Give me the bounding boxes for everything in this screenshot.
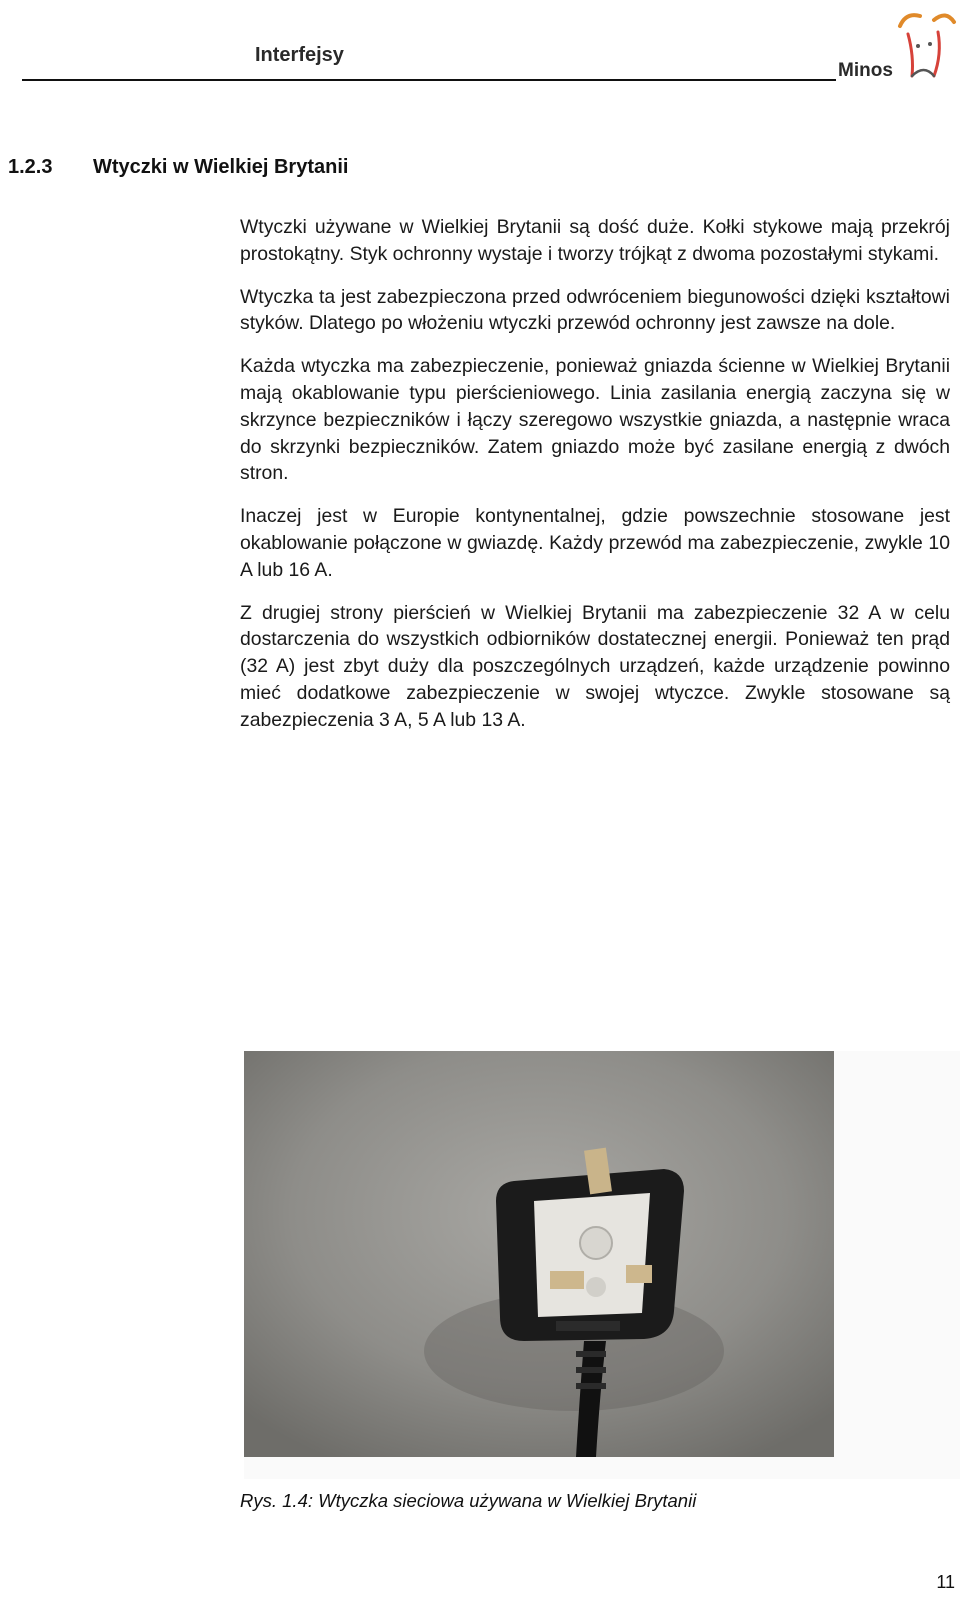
figure-frame	[244, 1051, 960, 1479]
section-number: 1.2.3	[8, 156, 53, 178]
paragraph: Inaczej jest w Europie kontynentalnej, gdzie powszechnie stosowane jest okablowanie połączone w gwiazdę. Każdy przewód ma zabezpieczenie, zwykle 10 A lub 16 A.	[240, 505, 950, 581]
paragraph: Każda wtyczka ma zabezpieczenie, ponieważ gniazda ścienne w Wielkiej Brytanii mają okablowanie typu pierścieniowego. Linia zasilania energią zaczyna się w skrzynce bezpieczników i łączy szeregowo wszystkie gniazda, a następnie wraca do skrzynki bezpieczników. Zatem gniazdo może być zasilane energią z dwóch stron.	[240, 355, 950, 485]
section-title: Wtyczki w Wielkiej Brytanii	[93, 156, 349, 178]
header-rule	[22, 79, 836, 81]
logo-text: Minos	[838, 60, 893, 81]
header-title: Interfejsy	[255, 44, 344, 66]
paragraph: Wtyczka ta jest zabezpieczona przed odwróceniem biegunowości dzięki kształtowi styków. Dlatego po włożeniu wtyczki przewód ochronny jest zawsze na dole.	[240, 285, 950, 335]
uk-plug-photo	[244, 1051, 834, 1457]
paragraph: Z drugiej strony pierścień w Wielkiej Brytanii ma zabezpieczenie 32 A w celu dostarczenia do wszystkich odbiorników dostatecznej energii. Ponieważ ten prąd (32 A) jest zbyt duży dla poszczególnych urządzeń, każde urządzenie powinno mieć dodatkowe zabezpieczenie w swojej wtyczce. Zwykle stosowane są zabezpieczenia 3 A, 5 A lub 13 A.	[240, 601, 950, 731]
figure-caption: Rys. 1.4: Wtyczka sieciowa używana w Wielkiej Brytanii	[240, 1490, 697, 1511]
section-heading	[8, 156, 348, 179]
paragraph: Wtyczki używane w Wielkiej Brytanii są dość duże. Kołki stykowe mają przekrój prostokątny. Styk ochronny wystaje i tworzy trójkąt z dwoma pozostałymi stykami.	[240, 216, 950, 265]
body-text	[240, 214, 950, 750]
page-number: 11	[936, 1572, 955, 1592]
